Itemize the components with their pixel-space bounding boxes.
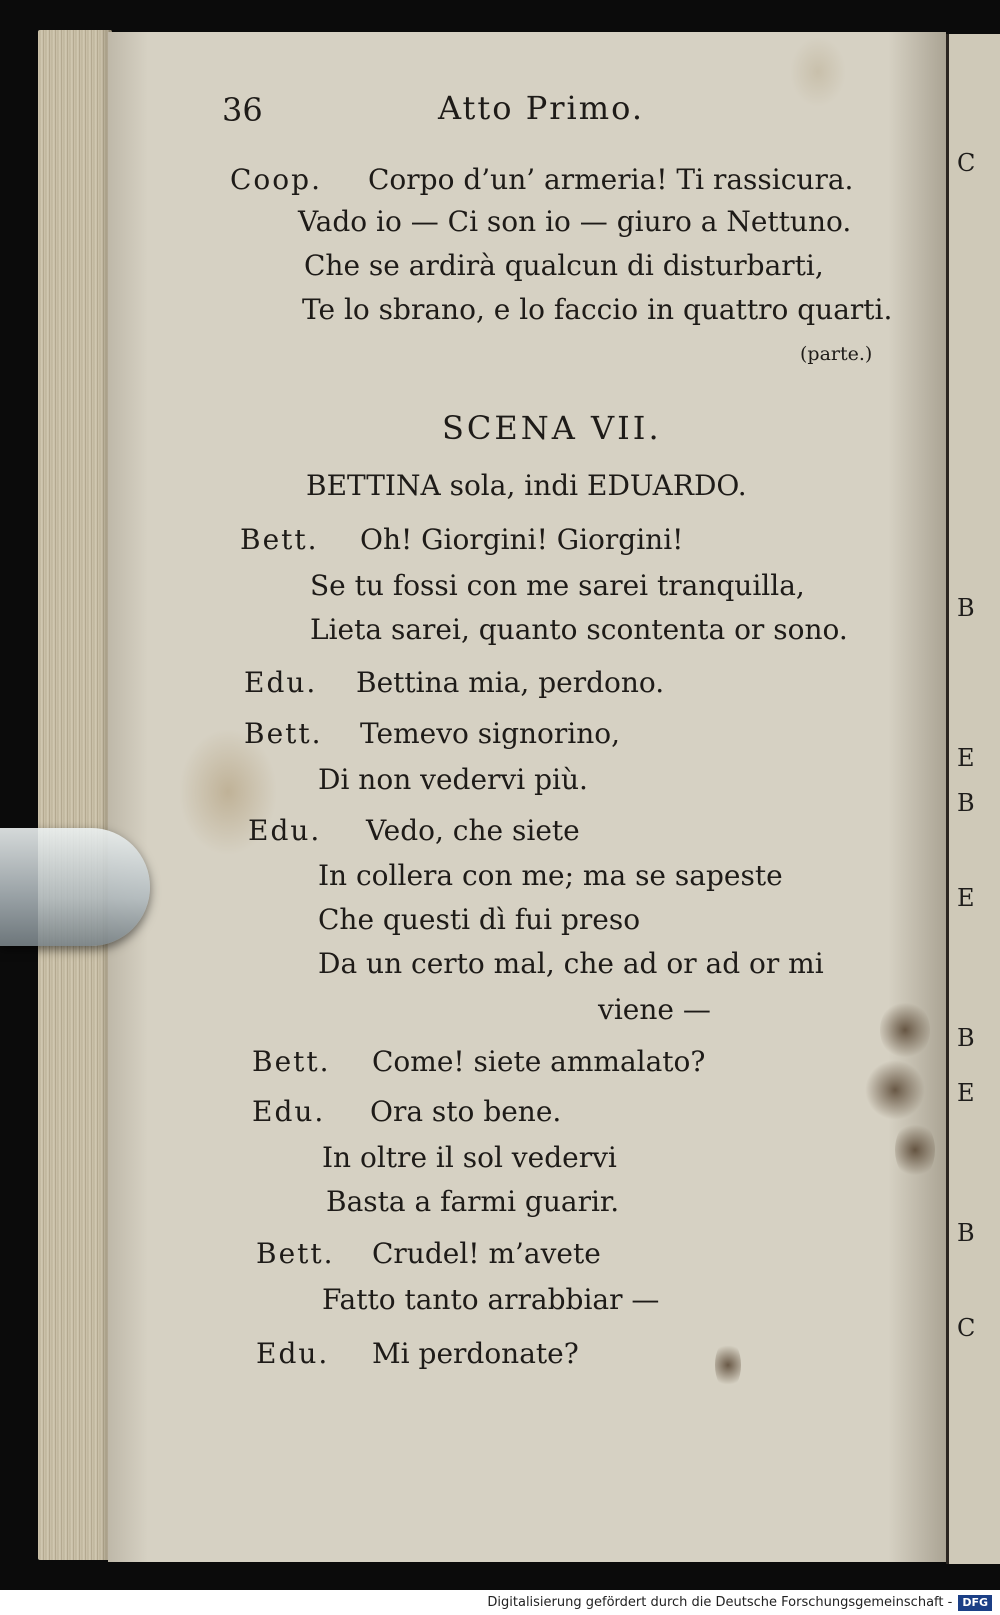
verse-line: In collera con me; ma se sapeste [318,859,783,892]
verse-line: Che questi dì fui preso [318,903,641,936]
speaker-label: Edu. [244,666,318,699]
verse-line [230,163,854,196]
verse-text: Temevo signorino, [360,717,621,750]
verse-line: Te lo sbrano, e lo faccio in quattro quarti. [302,293,893,326]
verse-line: In oltre il sol vedervi [322,1141,617,1174]
verse-line: Basta a farmi guarir. [326,1185,620,1218]
verse-line [248,814,580,847]
ink-stain [865,1060,925,1120]
verse-line: viene — [598,993,711,1026]
speaker-label: Edu. [248,814,322,847]
verse-line: Da un certo mal, che ad or ad or mi [318,947,824,980]
facing-page-letter: C [957,1314,976,1342]
verse-line: Che se ardirà qualcun di disturbarti, [304,249,824,282]
footer-credit: Digitalisierung gefördert durch die Deutsche Forschungsgemeinschaft - [487,1595,953,1610]
verse-text: Bettina mia, perdono. [356,666,665,699]
ink-stain [715,1340,741,1390]
facing-page-letter: B [957,789,975,817]
speaker-label: Bett. [252,1045,331,1078]
verse-line [256,1237,601,1270]
facing-page-letter: E [957,744,975,772]
facing-page-letter: B [957,594,975,622]
speaker-label: Edu. [256,1337,330,1370]
facing-page-letter: E [957,884,975,912]
verse-text: Ora sto bene. [370,1095,562,1128]
verse-line: Fatto tanto arrabbiar — [322,1283,660,1316]
speaker-label: Bett. [256,1237,335,1270]
speaker-label: Bett. [244,717,323,750]
speaker-label: Bett. [240,523,319,556]
ink-stain [895,1120,935,1180]
book-page-edges [38,30,112,1560]
verse-line [256,1337,579,1370]
verse-line: Vado io — Ci son io — giuro a Nettuno. [298,205,852,238]
verse-line [252,1095,562,1128]
facing-page-letter: B [957,1219,975,1247]
page-title: Atto Primo. [438,89,644,127]
page-number: 36 [222,91,263,129]
verse-line [252,1045,706,1078]
verse-line: Se tu fossi con me sarei tranquilla, [310,569,805,602]
ink-stain [880,1000,930,1060]
facing-page-letter: E [957,1079,975,1107]
verse-text: Come! siete ammalato? [372,1045,706,1078]
verse-line: Lieta sarei, quanto scontenta or sono. [310,613,848,646]
verse-text: Corpo d’un’ armeria! Ti rassicura. [368,163,854,196]
verse-text: Crudel! m’avete [372,1237,601,1270]
facing-page-letter: C [957,149,976,177]
verse-line [240,523,684,556]
scene-characters: BETTINA sola, indi EDUARDO. [306,469,747,502]
facing-page-edge [946,34,1000,1564]
dfg-logo: DFG [958,1595,992,1611]
speaker-label: Coop. [230,163,322,196]
verse-line [244,717,621,750]
verse-text: Oh! Giorgini! Giorgini! [360,523,684,556]
verse-text: Mi perdonate? [372,1337,579,1370]
verse-line: Di non vedervi più. [318,763,588,796]
facing-page-letter: B [957,1024,975,1052]
verse-text: Vedo, che siete [366,814,580,847]
scene-heading: SCENA VII. [442,409,662,447]
stage-direction: (parte.) [800,343,873,365]
verse-line [244,666,665,699]
glass-page-clip [0,828,150,946]
digitization-footer [0,1590,1000,1615]
speaker-label: Edu. [252,1095,326,1128]
